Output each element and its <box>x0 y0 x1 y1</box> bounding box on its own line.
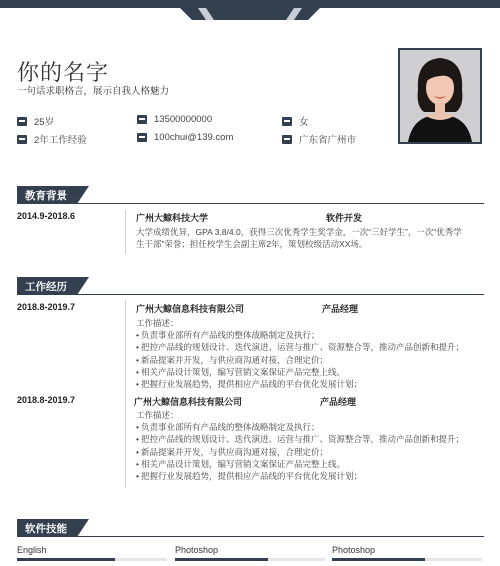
education-major: 软件开发 <box>326 213 363 223</box>
work-position: 产品经理 <box>320 397 357 407</box>
skill-bar <box>17 558 167 561</box>
list-item: • 把控产品线的规划设计、迭代演进、运营与推广、资源整合等，推动产品创新和提升； <box>136 433 482 445</box>
education-description: 大学成绩优异，GPA 3.8/4.0，获得三次优秀学生奖学金，一次“三好学生”，一次“优秀学 生干部”荣誉；担任校学生会副主席2年，策划校级活动XX场。 <box>136 227 462 250</box>
info-location: 广东省广州市 <box>282 132 356 146</box>
section-education-title: 教育背景 <box>17 186 77 204</box>
education-school: 广州大鲸科技大学 <box>136 213 209 223</box>
work-date: 2018.8-2019.7 <box>17 302 76 312</box>
list-item: • 把控产品线的规划设计、迭代演进、运营与推广、资源整合等，推动产品创新和提升； <box>136 341 482 353</box>
top-bar <box>0 0 500 8</box>
person-icon <box>17 117 27 126</box>
info-experience: 2年工作经验 <box>17 132 87 146</box>
email-icon <box>137 133 147 142</box>
section-work-header <box>17 277 89 295</box>
phone-icon <box>137 115 147 124</box>
work-timeline <box>125 300 126 488</box>
work-position: 产品经理 <box>322 304 359 314</box>
list-item: • 新品提案并开发，与供应商沟通对接，合理定价； <box>136 354 482 366</box>
work-company: 广州大鲸信息科技有限公司 <box>136 304 245 314</box>
info-gender: 女 <box>282 114 309 128</box>
skill-name: Photoshop <box>175 545 219 555</box>
resume-motto: 一句话求职格言，展示自我人格魅力 <box>17 86 170 97</box>
section-skills-header <box>17 519 89 537</box>
education-date: 2014.9-2018.6 <box>17 211 76 221</box>
location-icon <box>282 135 292 144</box>
list-item: • 负责事业部所有产品线的整体战略制定及执行； <box>136 421 482 433</box>
list-item: • 相关产品设计策划，编写营销文案保证产品完整上线。 <box>136 366 482 378</box>
info-phone: 13500000000 <box>137 114 212 125</box>
section-work-title: 工作经历 <box>17 277 77 295</box>
briefcase-icon <box>17 135 27 144</box>
section-skills-title: 软件技能 <box>17 519 77 537</box>
section-work-divider <box>17 294 484 295</box>
section-education-header <box>17 186 89 204</box>
education-timeline <box>125 210 126 254</box>
work-date: 2018.8-2019.7 <box>17 395 76 405</box>
top-decoration <box>180 8 320 20</box>
work-company: 广州大鲸信息科技有限公司 <box>134 397 243 407</box>
info-age: 25岁 <box>17 114 54 128</box>
work-description: 工作描述： • 负责事业部所有产品线的整体战略制定及执行； • 把控产品线的规划设计、迭代演进、运营与推广、资源整合等，推动产品创新和提升； • 新品提案并开发，与供应商沟通对接，合理定价； • 相关产品设计策划，编写营销文案保证产品完整上线。 • 把握行业发展趋势，提供相应产品线的平台优化发展计划； <box>136 409 482 482</box>
gender-icon <box>282 117 292 126</box>
list-item: • 负责事业部所有产品线的整体战略制定及执行； <box>136 329 482 341</box>
resume-name: 你的名字 <box>17 60 110 85</box>
section-skills-divider <box>17 536 484 537</box>
skill-name: Photoshop <box>332 545 376 555</box>
info-email: 100chui@139.com <box>137 132 233 143</box>
skill-bar <box>332 558 482 561</box>
list-item: • 把握行业发展趋势，提供相应产品线的平台优化发展计划； <box>136 378 482 390</box>
portrait-image <box>400 50 480 142</box>
section-education-divider <box>17 203 484 204</box>
profile-photo <box>398 48 482 144</box>
list-item: • 把握行业发展趋势，提供相应产品线的平台优化发展计划； <box>136 470 482 482</box>
skill-bar <box>175 558 325 561</box>
skill-name: English <box>17 545 47 555</box>
list-item: • 新品提案并开发，与供应商沟通对接，合理定价； <box>136 446 482 458</box>
list-item: • 相关产品设计策划，编写营销文案保证产品完整上线。 <box>136 458 482 470</box>
work-description: 工作描述： • 负责事业部所有产品线的整体战略制定及执行； • 把控产品线的规划设计、迭代演进、运营与推广、资源整合等，推动产品创新和提升； • 新品提案并开发，与供应商沟通对接，合理定价； • 相关产品设计策划，编写营销文案保证产品完整上线。 • 把握行业发展趋势，提供相应产品线的平台优化发展计划； <box>136 317 482 390</box>
